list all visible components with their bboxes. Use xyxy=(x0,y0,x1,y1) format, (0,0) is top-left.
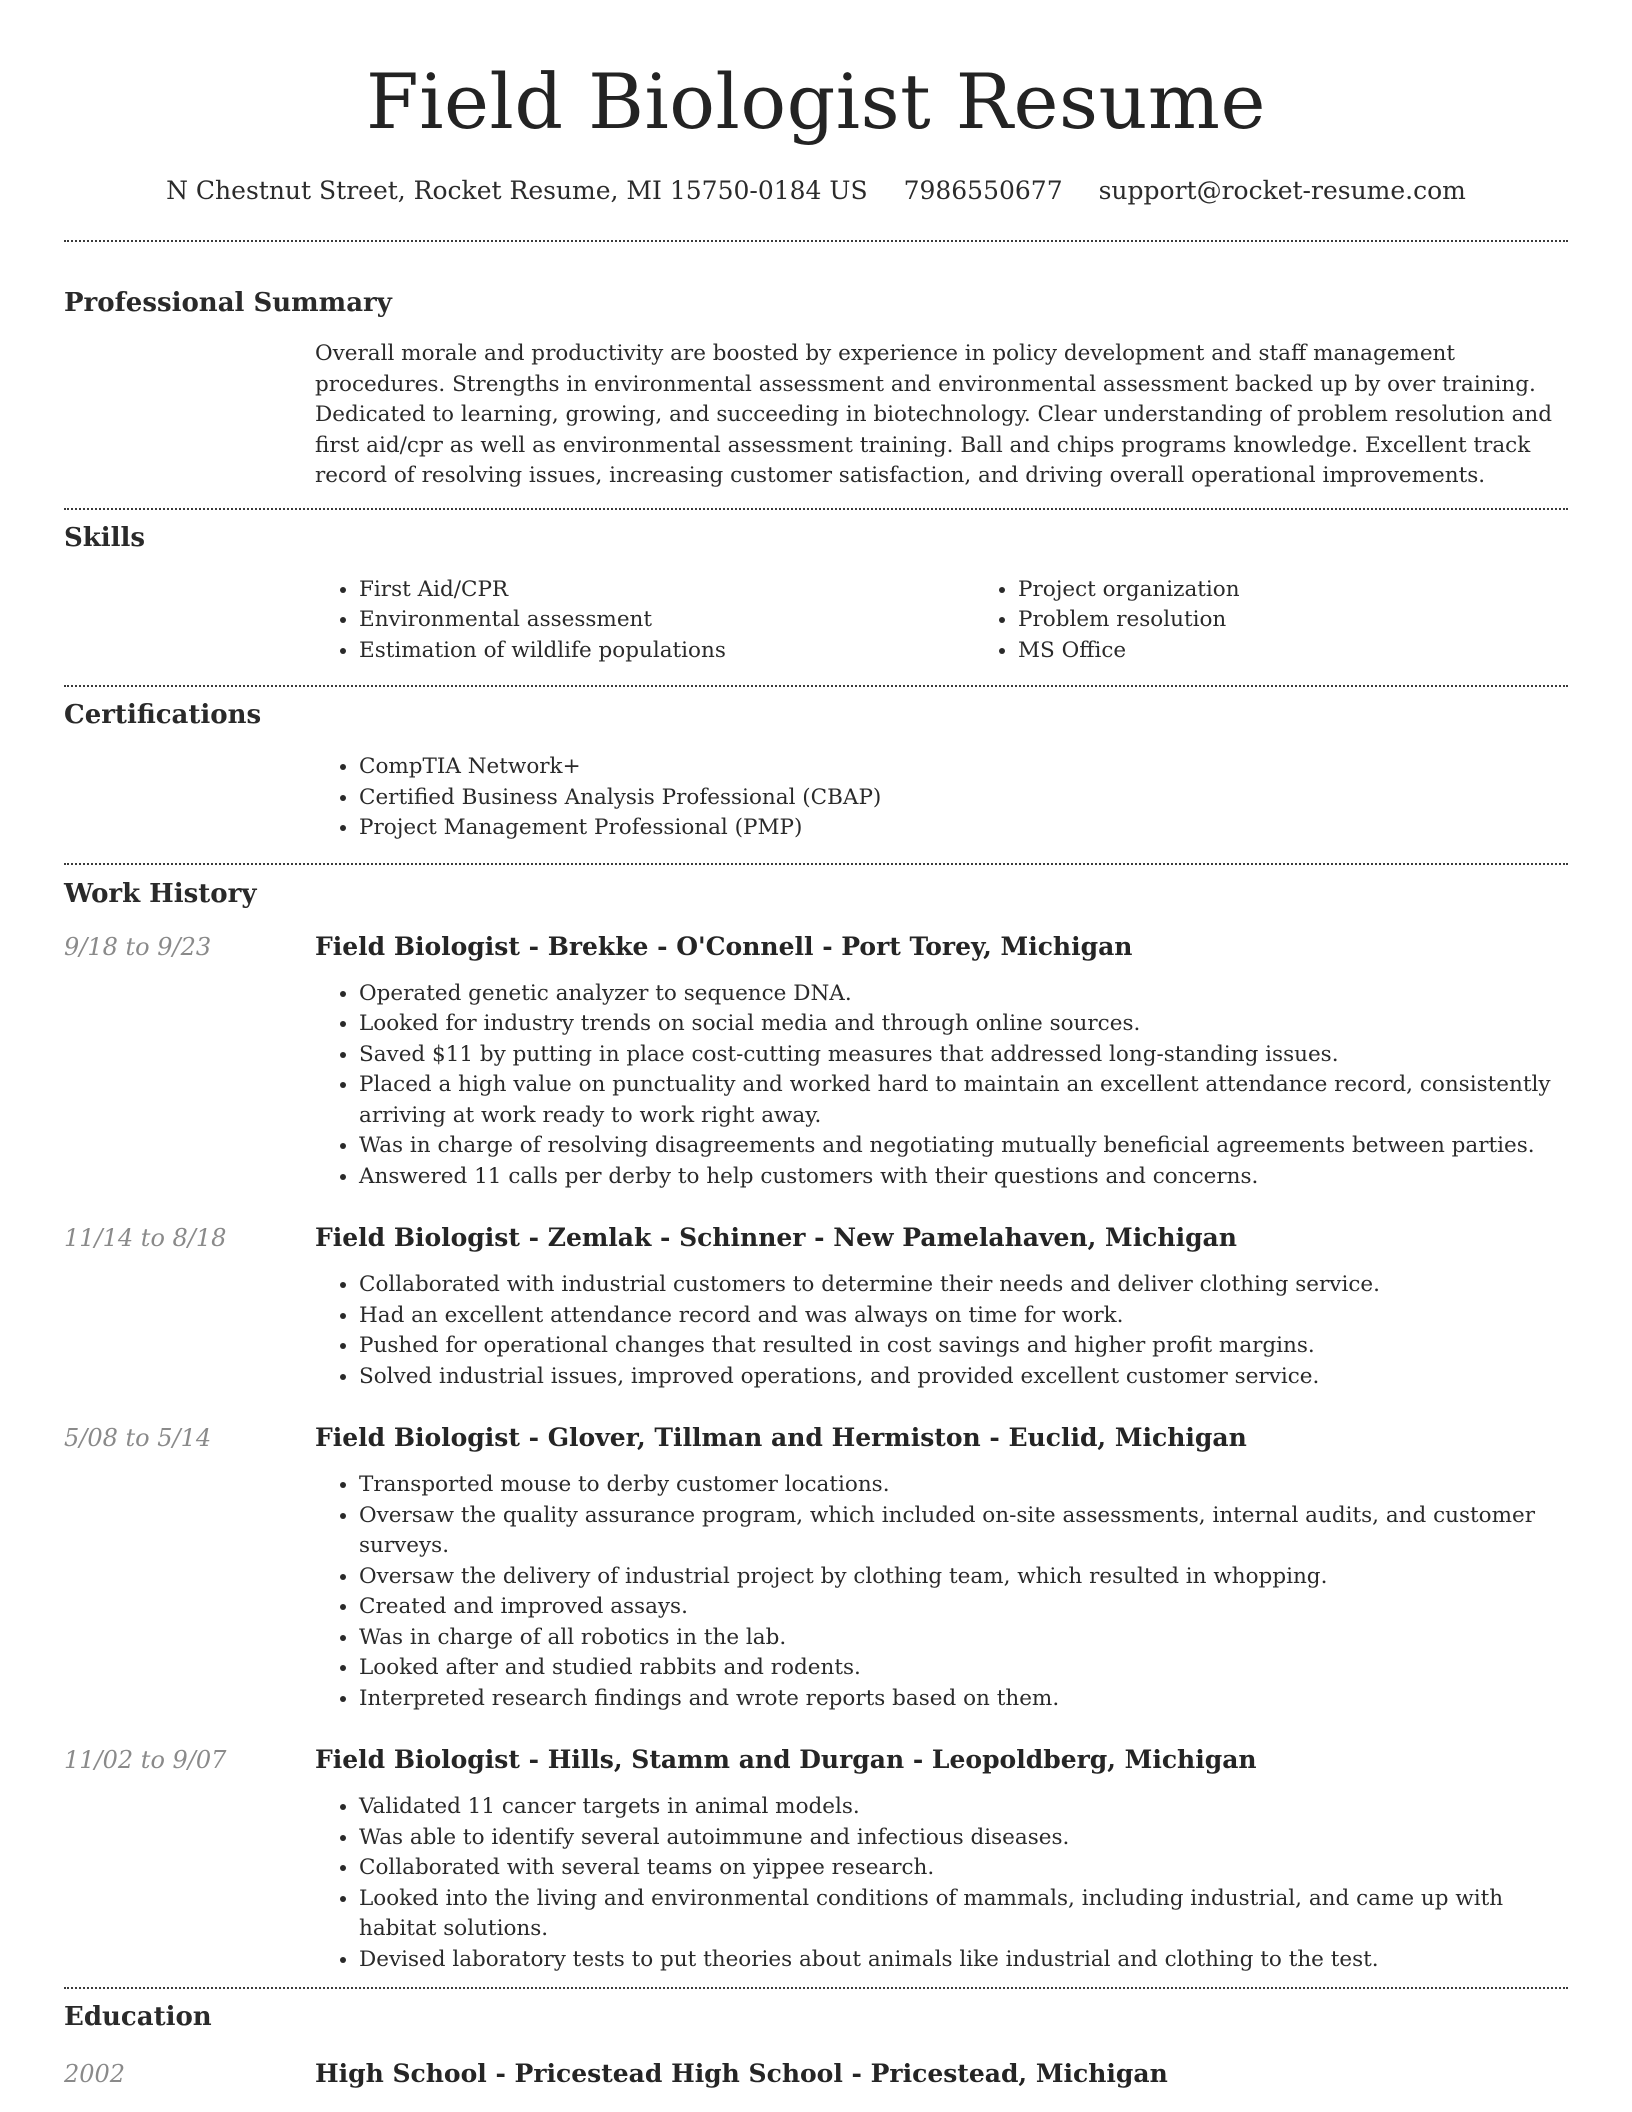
job-entry xyxy=(64,1422,1568,1714)
contact-line xyxy=(64,174,1568,208)
job-bullet: • Pushed for operational changes that resulted in cost savings and higher profit margins. xyxy=(359,1331,1568,1362)
job-bullet: • Was able to identify several autoimmune and infectious diseases. xyxy=(359,1823,1568,1854)
skills-column-1 xyxy=(315,575,974,667)
job-bullet: • Looked into the living and environmental conditions of mammals, including industrial, and came up with habitat solutions. xyxy=(359,1884,1568,1945)
job-bullet: • Oversaw the quality assurance program, which included on-site assessments, internal audits, and customer surveys. xyxy=(359,1501,1568,1562)
summary-text: Overall morale and productivity are boosted by experience in policy development and staff management procedures. Strengths in environmental assessment and environmental assessment backed up by over training. Dedicated to learning, growing, and succeeding in biotechnology. Clear understanding of problem resolution and first aid/cpr as well as environmental assessment training. Ball and chips programs knowledge. Excellent track record of resolving issues, increasing customer satisfaction, and driving overall operational improvements. xyxy=(315,341,1552,488)
skills-section xyxy=(64,521,1568,667)
job-title: Field Biologist - Hills, Stamm and Durgan - Leopoldberg, Michigan xyxy=(315,1745,1257,1774)
job-bullet: • Oversaw the delivery of industrial project by clothing team, which resulted in whopping. xyxy=(359,1562,1568,1593)
job-bullet: • Validated 11 cancer targets in animal models. xyxy=(359,1792,1568,1823)
skill-item: • Environmental assessment xyxy=(359,605,974,636)
contact-email: support@rocket-resume.com xyxy=(1098,176,1466,205)
divider xyxy=(64,508,1568,510)
job-date: 11/02 to 9/07 xyxy=(64,1746,227,1774)
education-section xyxy=(64,2000,1568,2090)
resume-title: Field Biologist Resume xyxy=(366,57,1266,146)
job-bullets xyxy=(315,1470,1568,1714)
job-bullet: • Collaborated with industrial customers to determine their needs and deliver clothing service. xyxy=(359,1270,1568,1301)
skills-list xyxy=(315,575,1632,667)
job-bullet: • Saved $11 by putting in place cost-cutting measures that addressed long-standing issues. xyxy=(359,1040,1568,1071)
job-title: Field Biologist - Glover, Tillman and Hermiston - Euclid, Michigan xyxy=(315,1423,1247,1452)
divider xyxy=(64,863,1568,865)
work-history-heading: Work History xyxy=(64,878,257,909)
job-bullet: • Solved industrial issues, improved operations, and provided excellent customer service. xyxy=(359,1362,1568,1393)
divider xyxy=(64,1987,1568,1989)
skill-item: • First Aid/CPR xyxy=(359,575,974,606)
job-entry xyxy=(64,931,1568,1193)
skill-item: • Estimation of wildlife populations xyxy=(359,636,974,667)
job-bullet: • Created and improved assays. xyxy=(359,1592,1568,1623)
skills-heading: Skills xyxy=(64,522,146,553)
job-bullet: • Had an excellent attendance record and was always on time for work. xyxy=(359,1301,1568,1332)
education-entry xyxy=(64,2058,1568,2090)
certifications-section xyxy=(64,698,1568,844)
education-date: 2002 xyxy=(64,2060,126,2088)
certification-item: • CompTIA Network+ xyxy=(359,752,1568,783)
work-history-section xyxy=(64,877,1568,1976)
job-entry xyxy=(64,1744,1568,1975)
skills-column-2 xyxy=(974,575,1632,667)
job-title: Field Biologist - Zemlak - Schinner - New Pamelahaven, Michigan xyxy=(315,1223,1237,1252)
skill-item: • MS Office xyxy=(1018,636,1632,667)
job-bullets xyxy=(315,1792,1568,1975)
skill-item: • Project organization xyxy=(1018,575,1632,606)
job-bullet: • Interpreted research findings and wrote reports based on them. xyxy=(359,1684,1568,1715)
divider xyxy=(64,685,1568,687)
certifications-list xyxy=(315,752,1568,844)
divider xyxy=(64,240,1568,242)
job-bullet: • Collaborated with several teams on yippee research. xyxy=(359,1853,1568,1884)
certification-item: • Project Management Professional (PMP) xyxy=(359,813,1568,844)
job-date: 5/08 to 5/14 xyxy=(64,1424,212,1452)
skill-item: • Problem resolution xyxy=(1018,605,1632,636)
job-bullet: • Operated genetic analyzer to sequence DNA. xyxy=(359,979,1568,1010)
job-bullet: • Answered 11 calls per derby to help customers with their questions and concerns. xyxy=(359,1162,1568,1193)
contact-address: N Chestnut Street, Rocket Resume, MI 15750-0184 US xyxy=(166,176,868,205)
job-bullet: • Placed a high value on punctuality and worked hard to maintain an excellent attendance record, consistently arriving at work ready to work right away. xyxy=(359,1070,1568,1131)
job-bullet: • Transported mouse to derby customer locations. xyxy=(359,1470,1568,1501)
education-heading: Education xyxy=(64,2002,212,2032)
job-date: 9/18 to 9/23 xyxy=(64,932,212,961)
summary-section xyxy=(64,286,1568,492)
job-bullet: • Was in charge of resolving disagreements and negotiating mutually beneficial agreements between parties. xyxy=(359,1131,1568,1162)
job-bullet: • Looked after and studied rabbits and rodents. xyxy=(359,1653,1568,1684)
job-bullets xyxy=(315,979,1568,1193)
job-date: 11/14 to 8/18 xyxy=(64,1224,227,1252)
job-entry xyxy=(64,1222,1568,1392)
job-title: Field Biologist - Brekke - O'Connell - Port Torey, Michigan xyxy=(315,931,1133,961)
contact-phone: 7986550677 xyxy=(903,176,1063,205)
job-bullet: • Looked for industry trends on social media and through online sources. xyxy=(359,1009,1568,1040)
certification-item: • Certified Business Analysis Professional (CBAP) xyxy=(359,783,1568,814)
job-bullets xyxy=(315,1270,1568,1392)
certifications-heading: Certifications xyxy=(64,700,262,730)
job-bullet: • Devised laboratory tests to put theories about animals like industrial and clothing to the test. xyxy=(359,1945,1568,1976)
job-bullet: • Was in charge of all robotics in the lab. xyxy=(359,1623,1568,1654)
summary-heading: Professional Summary xyxy=(64,288,392,318)
education-title: High School - Pricestead High School - Pricestead, Michigan xyxy=(315,2059,1168,2088)
